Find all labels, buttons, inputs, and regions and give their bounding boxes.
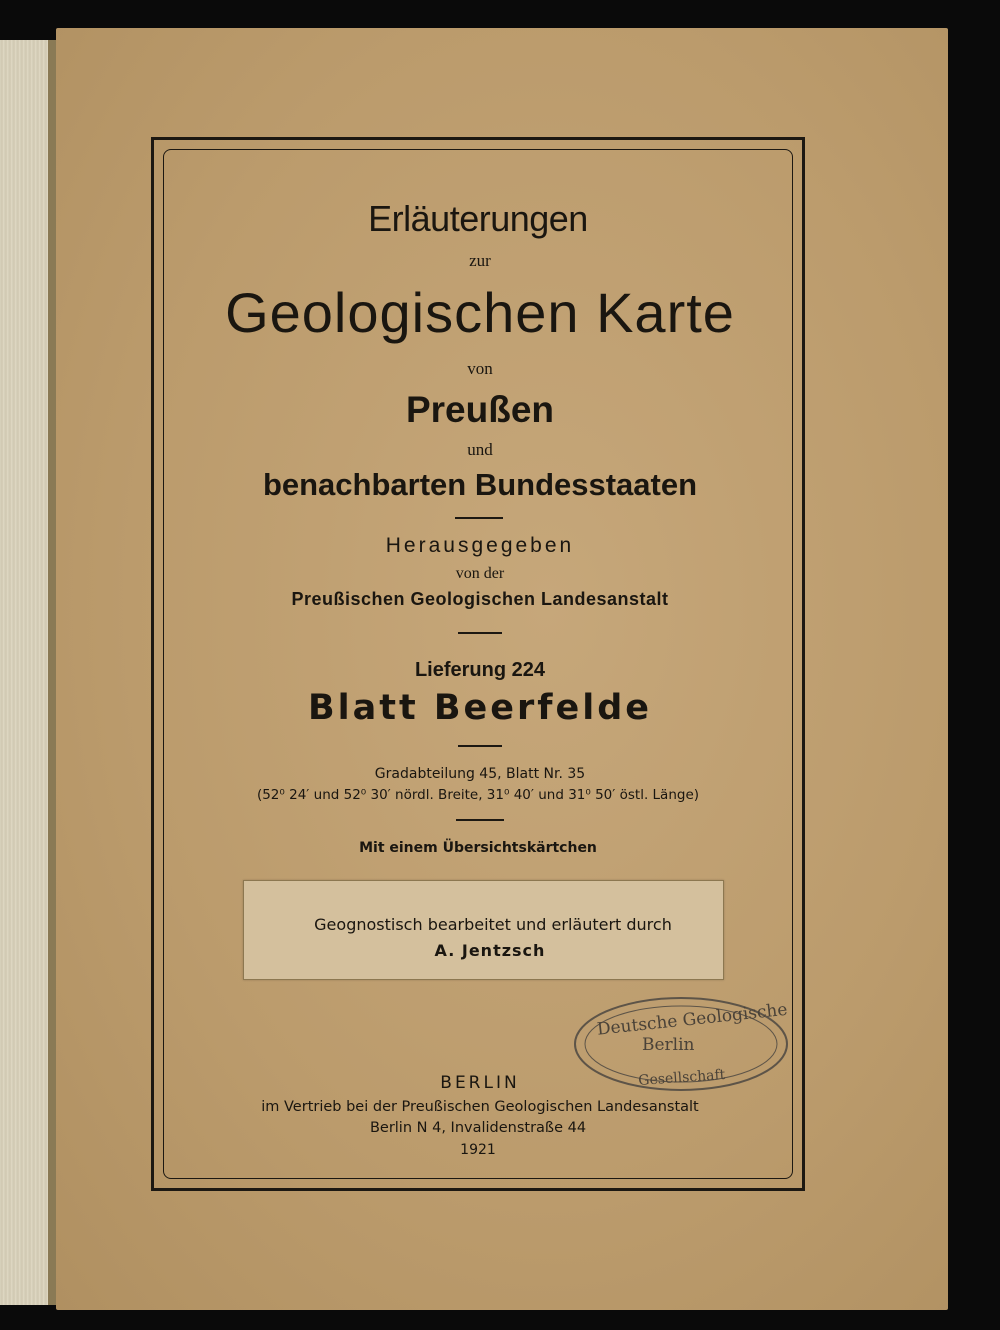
blatt-name: Blatt Beerfelde (307, 688, 653, 728)
lieferung: Lieferung 224 (414, 659, 546, 681)
author-name: A. Jentzsch (434, 941, 546, 960)
author-credit: Geognostisch bearbeitet und erläutert durch (314, 915, 672, 934)
imprint-city: BERLIN (440, 1073, 520, 1093)
title-bundesstaaten: benachbarten Bundesstaaten (262, 467, 698, 502)
stamp-middle-text: Berlin (642, 1035, 695, 1055)
title-geologischen-karte: Geologischen Karte (225, 281, 735, 344)
title-von: von (467, 359, 493, 378)
imprint-year: 1921 (460, 1142, 496, 1158)
divider (456, 819, 504, 821)
uebersichtskaertchen: Mit einem Übersichtskärtchen (359, 840, 597, 856)
imprint-distributor: im Vertrieb bei der Preußischen Geologischen Landesanstalt (261, 1099, 699, 1115)
herausgegeben: Herausgegeben (385, 534, 575, 557)
stamp-top-text: Deutsche Geologische (596, 999, 789, 1040)
divider (458, 745, 502, 747)
coordinates: (52⁰ 24′ und 52⁰ 30′ nördl. Breite, 31⁰ 40′ und 31⁰ 50′ östl. Länge) (256, 787, 700, 803)
imprint-address: Berlin N 4, Invalidenstraße 44 (369, 1120, 587, 1136)
landesanstalt-name: Preußischen Geologischen Landesanstalt (291, 589, 669, 609)
divider (458, 632, 502, 634)
title-und: und (467, 440, 493, 459)
title-zur: zur (469, 251, 491, 270)
gradabteilung: Gradabteilung 45, Blatt Nr. 35 (374, 766, 586, 782)
von-der: von der (455, 565, 505, 582)
divider (455, 517, 503, 519)
title-erlaeuterungen: Erläuterungen (368, 198, 588, 239)
title-preussen: Preußen (405, 389, 555, 430)
stamp-bottom-text: Gesellschaft (637, 1066, 726, 1089)
